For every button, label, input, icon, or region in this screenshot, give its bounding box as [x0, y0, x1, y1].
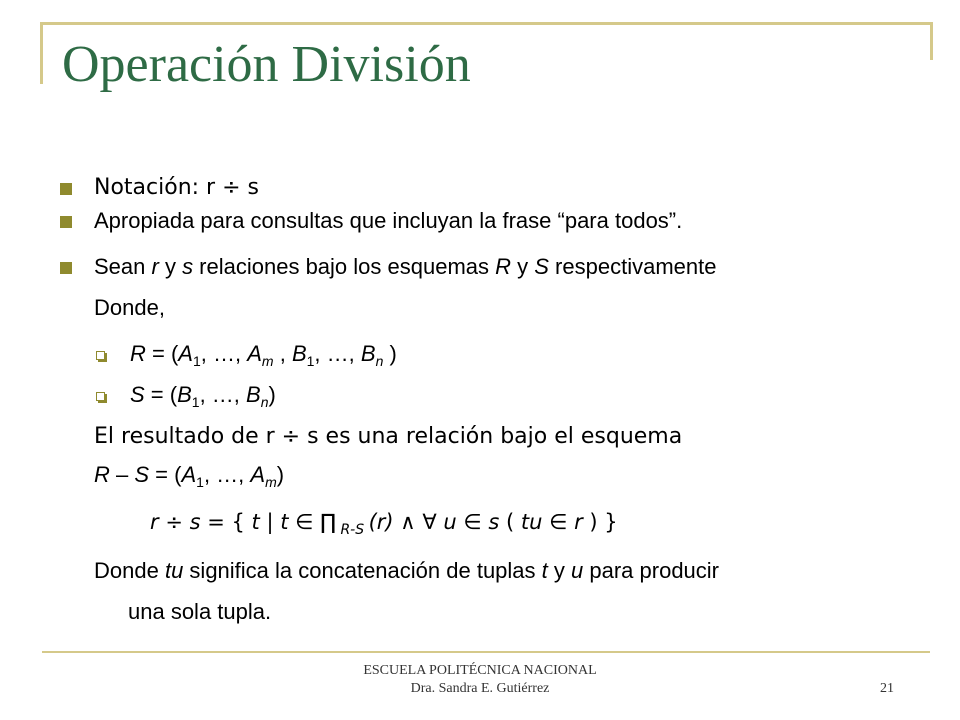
una-sola-text: una sola tupla. — [128, 599, 272, 624]
text-segment: R — [495, 254, 512, 279]
subscript: R-S — [336, 522, 369, 538]
text-segment: B — [291, 341, 307, 366]
sub-bullet-icon — [96, 392, 105, 401]
subscript: n — [375, 353, 384, 369]
text-segment: B — [360, 341, 376, 366]
text-segment: r — [151, 254, 159, 279]
text-segment: A — [247, 341, 262, 366]
text-segment: tu — [164, 558, 184, 583]
text-segment: respectivamente — [548, 254, 717, 279]
bullet-sean — [94, 254, 716, 280]
text-segment: relaciones bajo los esquemas — [193, 254, 496, 279]
text-segment: B — [177, 382, 192, 407]
element-of-symbol: ∈ — [456, 510, 489, 534]
projection-symbol: ∏ — [320, 510, 336, 534]
bullet-square-icon — [60, 262, 72, 274]
text-segment: , …, — [199, 382, 247, 407]
bullet-apropiada: Apropiada para consultas que incluyan la frase “para todos”. — [94, 208, 683, 233]
text-segment: – — [109, 462, 135, 487]
subscript: m — [265, 474, 277, 490]
subscript: 1 — [306, 353, 315, 369]
footer-institution: ESCUELA POLITÉCNICA NACIONAL — [363, 663, 597, 678]
frame-right-line — [930, 22, 933, 60]
donde-tu-text — [94, 558, 719, 584]
text-segment: y — [511, 254, 535, 279]
text-segment: , …, — [203, 462, 251, 487]
text-segment: ( — [499, 510, 521, 534]
text-segment: A — [181, 462, 197, 487]
subscript: 1 — [192, 353, 201, 369]
text-segment: significa la concatenación de tuplas — [183, 558, 542, 583]
r-minus-s-definition — [94, 462, 284, 488]
text-segment: u — [443, 510, 457, 534]
text-segment: t — [251, 510, 260, 534]
bullet-square-icon — [60, 216, 72, 228]
text-segment: t — [541, 558, 548, 583]
bullet-notacion: Notación: r ÷ s — [94, 175, 259, 200]
text-segment: | — [259, 510, 281, 534]
divide-symbol: ÷ — [158, 510, 190, 534]
s-definition — [130, 382, 276, 408]
text-segment: tu — [520, 510, 543, 534]
text-segment: = { — [200, 510, 252, 534]
footer-author: Dra. Sandra E. Gutiérrez — [410, 681, 550, 696]
text-segment: (r) — [368, 510, 394, 534]
text-segment: ) — [276, 462, 285, 487]
subscript: m — [261, 353, 274, 369]
text-segment: = ( — [144, 382, 178, 407]
text-segment: r — [574, 510, 583, 534]
text-segment: S — [534, 254, 549, 279]
text-segment: r — [150, 510, 159, 534]
text-segment: s — [488, 510, 500, 534]
text-segment: s — [182, 254, 194, 279]
text-segment: R — [94, 462, 110, 487]
text-segment: , — [273, 341, 292, 366]
r-definition — [130, 341, 397, 367]
and-symbol: ∧ — [393, 510, 423, 534]
text-segment: s — [189, 510, 201, 534]
text-segment: S — [134, 462, 150, 487]
text-segment: = ( — [145, 341, 179, 366]
text-segment: , …, — [200, 341, 248, 366]
sub-bullet-icon — [96, 351, 105, 360]
text-segment: para producir — [583, 558, 720, 583]
text-segment: Donde — [94, 558, 165, 583]
text-segment: ) } — [582, 510, 618, 534]
text-segment: S — [130, 382, 145, 407]
text-segment: ) — [383, 341, 397, 366]
element-of-symbol: ∈ — [288, 510, 321, 534]
text-segment: ) — [268, 382, 276, 407]
subscript: 1 — [196, 474, 204, 490]
text-segment: y — [547, 558, 572, 583]
forall-symbol: ∀ — [422, 510, 444, 534]
frame-left-line — [40, 22, 43, 84]
text-segment: B — [246, 382, 261, 407]
page-number: 21 — [880, 681, 894, 696]
bullet-square-icon — [60, 183, 72, 195]
slide-title: Operación División — [62, 36, 471, 93]
text-segment: Sean — [94, 254, 152, 279]
text-segment: u — [571, 558, 584, 583]
resultado-text: El resultado de r ÷ s es una relación bajo el esquema — [94, 424, 683, 449]
text-segment: y — [158, 254, 183, 279]
subscript: 1 — [191, 394, 200, 410]
text-segment: t — [280, 510, 289, 534]
text-segment: = ( — [149, 462, 182, 487]
element-of-symbol: ∈ — [542, 510, 575, 534]
text-segment: A — [178, 341, 193, 366]
subscript: n — [260, 394, 269, 410]
division-formula — [150, 510, 618, 538]
donde-label: Donde, — [94, 295, 165, 320]
frame-bottom-line — [42, 651, 930, 653]
text-segment: R — [130, 341, 146, 366]
frame-top-line — [40, 22, 932, 25]
text-segment: , …, — [314, 341, 361, 366]
text-segment: A — [250, 462, 266, 487]
